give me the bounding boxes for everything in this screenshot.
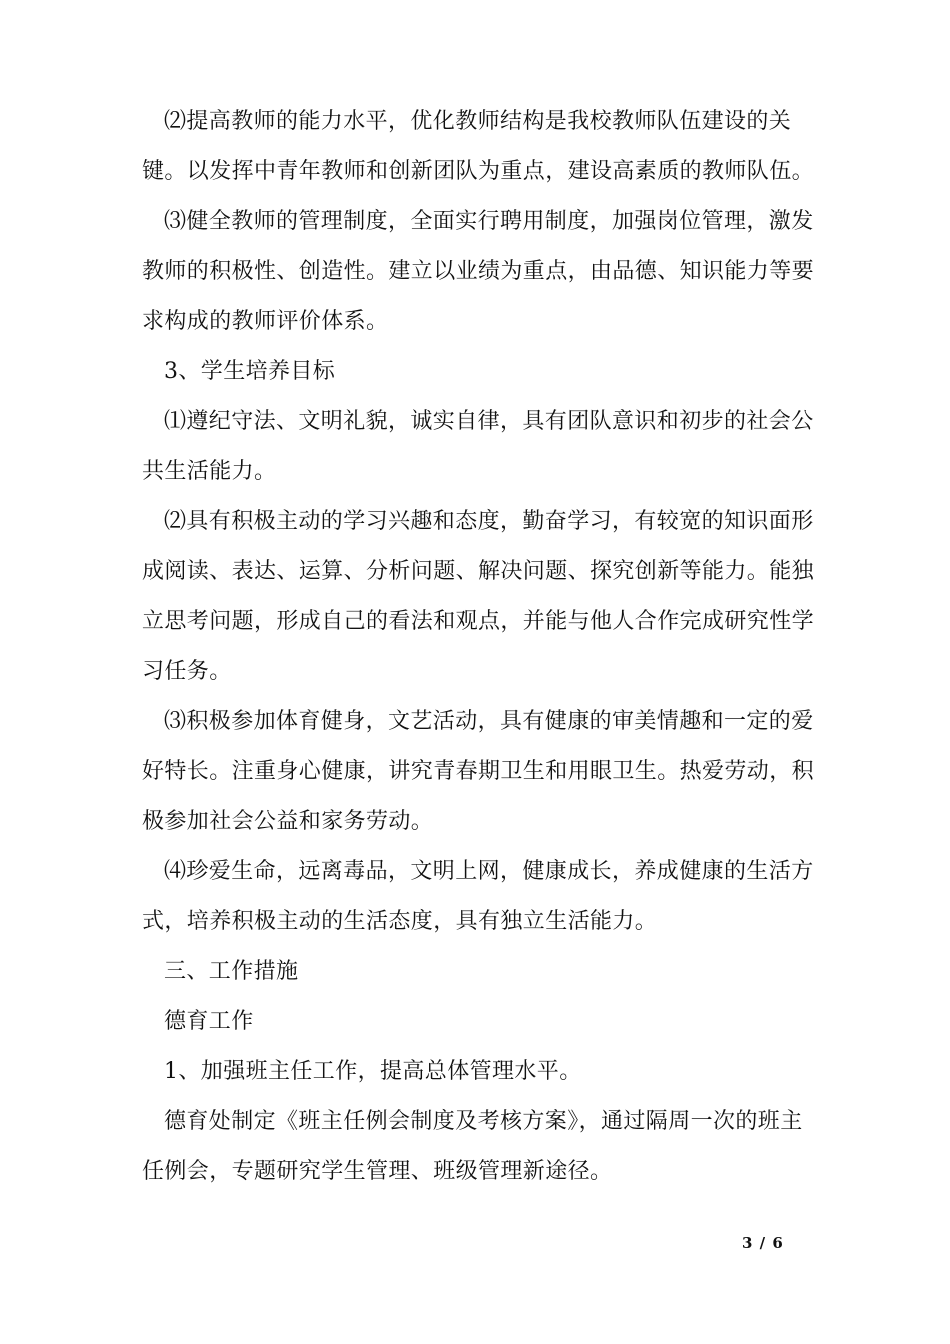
paragraph-text: ⑵具有积极主动的学习兴趣和态度，勤奋学习，有较宽的知识面形成阅读、表达、运算、分析问题、解决问题、探究创新等能力。能独立思考问题，形成自己的看法和观点，并能与他人合作完成研究性学习任务。 [142,509,815,684]
paragraph-text: ⑴遵纪守法、文明礼貌，诚实自律，具有团队意识和初步的社会公共生活能力。 [142,409,814,484]
paragraph-text: 3、学生培养目标 [164,359,336,384]
paragraph-student-goal-2 [142,497,822,697]
heading-moral-education [142,997,822,1047]
document-body [142,97,822,1197]
paragraph-text: ⑷珍爱生命，远离毒品，文明上网，健康成长，养成健康的生活方式，培养积极主动的生活态度，具有独立生活能力。 [142,859,814,934]
paragraph-class-teacher-meeting [142,1097,822,1197]
paragraph-student-goal-4 [142,847,822,947]
heading-class-teacher-work [142,1047,822,1097]
heading-work-measures [142,947,822,997]
paragraph-student-goal-3 [142,697,822,847]
paragraph-text: 1、加强班主任工作，提高总体管理水平。 [164,1059,582,1084]
page-number: 3 / 6 [742,1234,784,1252]
paragraph-text: 三、工作措施 [164,959,299,984]
paragraph-text: ⑵提高教师的能力水平，优化教师结构是我校教师队伍建设的关键。以发挥中青年教师和创新团队为重点，建设高素质的教师队伍。 [142,109,815,184]
paragraph-text: ⑶健全教师的管理制度，全面实行聘用制度，加强岗位管理，激发教师的积极性、创造性。建立以业绩为重点，由品德、知识能力等要求构成的教师评价体系。 [142,209,815,334]
paragraph-text: 德育处制定《班主任例会制度及考核方案》，通过隔周一次的班主任例会，专题研究学生管理、班级管理新途径。 [142,1109,803,1184]
paragraph-student-goal-1 [142,397,822,497]
heading-student-goals [142,347,822,397]
paragraph-text: 德育工作 [164,1009,254,1034]
paragraph-text: ⑶积极参加体育健身，文艺活动，具有健康的审美情趣和一定的爱好特长。注重身心健康，讲究青春期卫生和用眼卫生。热爱劳动，积极参加社会公益和家务劳动。 [142,709,815,834]
paragraph-teacher-management [142,197,822,347]
paragraph-teacher-ability [142,97,822,197]
